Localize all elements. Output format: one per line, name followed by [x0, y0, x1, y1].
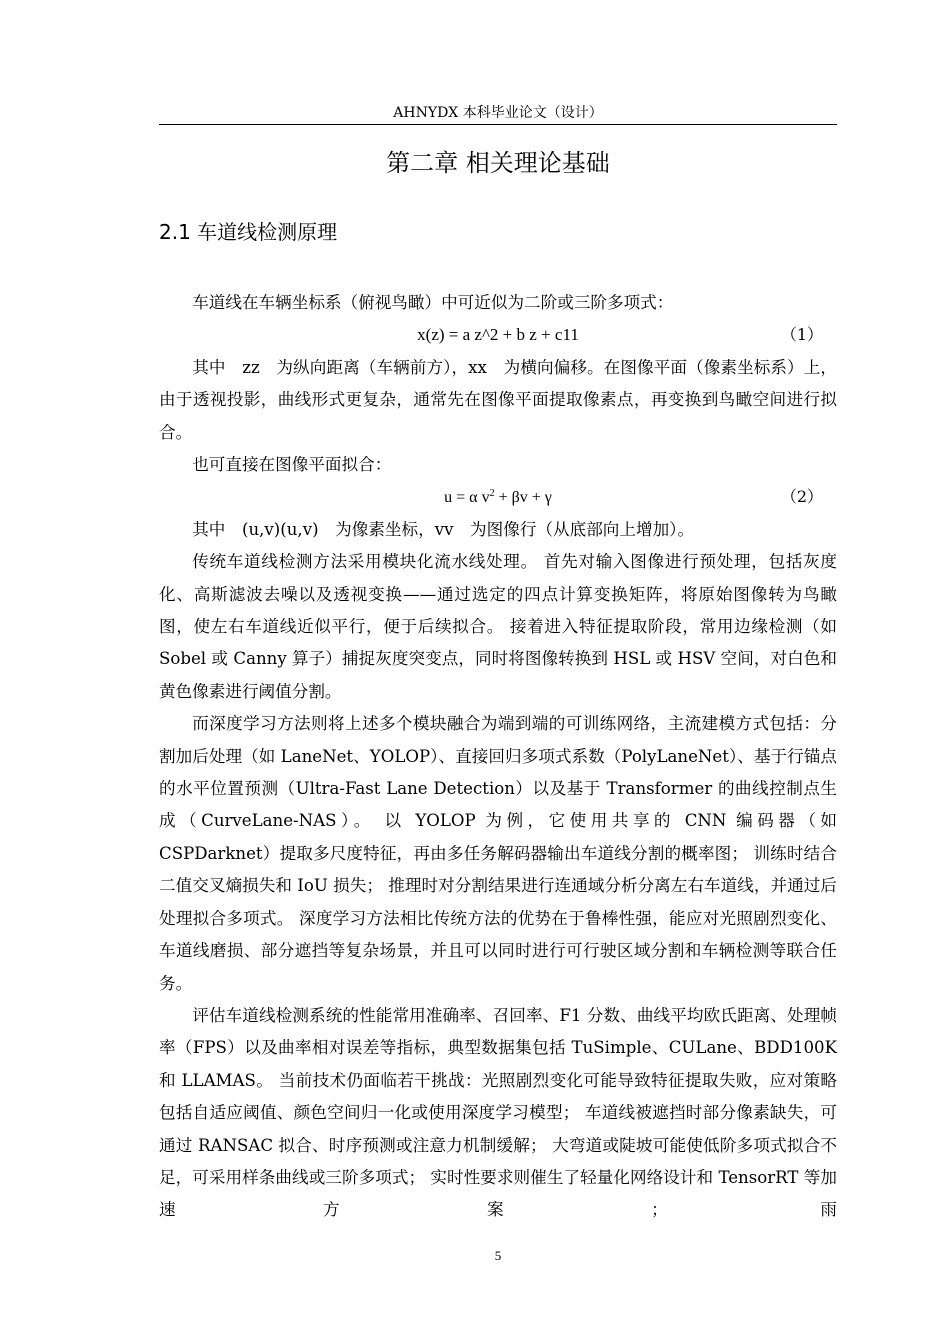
header-rule — [159, 124, 837, 125]
paragraph-3: 也可直接在图像平面拟合： — [192, 455, 392, 475]
equation-2-right: + βv + γ — [494, 489, 552, 507]
paragraph-4: 其中 (u,v)(u,v) 为像素坐标，vv 为图像行（从底部向上增加）。 — [192, 519, 695, 539]
paragraph-7: 评估车道线检测系统的性能常用准确率、召回率、F1 分数、曲线平均欧氏距离、处理帧率（FPS）以及曲率相对误差等指标，典型数据集包括 TuSimple、CULane、BDD100K 和 LLAMAS。 当前技术仍面临若干挑战：光照剧烈变化可能导致特征提取失败，应对策略包括自适应阈值、颜色空间归一化或使用深度学习模型； 车道线被遮挡时部分像素缺失，可通过 RANSAC 拟合、时序预测或注意力机制缓解； 大弯道或陡坡可能使低阶多项式拟合不足，可采用样条曲线或三阶多项式； 实时性要求则催生了轻量化网络设计和 TensorRT 等加速方案； 雨 — [159, 1005, 837, 1220]
equation-1-formula: x(z) = a z^2 + b z + c11 — [417, 325, 579, 345]
body-text — [159, 287, 837, 1227]
page-number: 5 — [494, 1248, 502, 1263]
running-header: AHNYDX 本科毕业论文（设计） — [393, 105, 603, 121]
paragraph-1: 车道线在车辆坐标系（俯视鸟瞰）中可近似为二阶或三阶多项式： — [192, 293, 674, 312]
equation-2-number: （2） — [780, 487, 823, 507]
paragraph-6: 而深度学习方法则将上述多个模块融合为端到端的可训练网络，主流建模方式包括：分割加后处理（如 LaneNet、YOLOP）、直接回归多项式系数（PolyLaneNet）、基于行锚点的水平位置预测（Ultra-Fast Lane Detection）以及基于 Transformer 的曲线控制点生成（CurveLane-NAS）。 以 YOLOP 为例，它使用共享的 CNN 编码器（如 CSPDarknet）提取多尺度特征，再由多任务解码器输出车道线分割的概率图； 训练时结合二值交叉熵损失和 IoU 损失； 推理时对分割结果进行连通域分析分离左右车道线，并通过后处理拟合多项式。 深度学习方法相比传统方法的优势在于鲁棒性强，能应对光照剧烈变化、车道线磨损、部分遮挡等复杂场景，并且可以同时进行可行驶区域分割和车辆检测等联合任务。 — [159, 714, 837, 993]
paragraph-2: 其中 zz 为纵向距离（车辆前方），xx 为横向偏移。在图像平面（像素坐标系）上，由于透视投影，曲线形式更复杂，通常先在图像平面提取像素点，再变换到鸟瞰空间进行拟合。 — [159, 357, 837, 442]
paragraph-5: 传统车道线检测方法采用模块化流水线处理。 首先对输入图像进行预处理，包括灰度化、高斯滤波去噪以及透视变换——通过选定的四点计算变换矩阵，将原始图像转为鸟瞰图，使左右车道线近似平行，便于后续拟合。 接着进入特征提取阶段，常用边缘检测（如 Sobel 或 Canny 算子）捕捉灰度突变点，同时将图像转换到 HSL 或 HSV 空间，对白色和黄色像素进行阈值分割。 — [159, 552, 837, 701]
chapter-title: 第二章 相关理论基础 — [386, 149, 610, 177]
equation-2-left: u = α v — [444, 489, 490, 507]
equation-2 — [159, 481, 837, 513]
section-title: 2.1 车道线检测原理 — [159, 220, 338, 244]
equation-1 — [159, 319, 837, 351]
equation-2-formula — [444, 482, 552, 514]
equation-1-number: （1） — [780, 325, 823, 345]
equation-2-power: 2 — [489, 488, 495, 500]
